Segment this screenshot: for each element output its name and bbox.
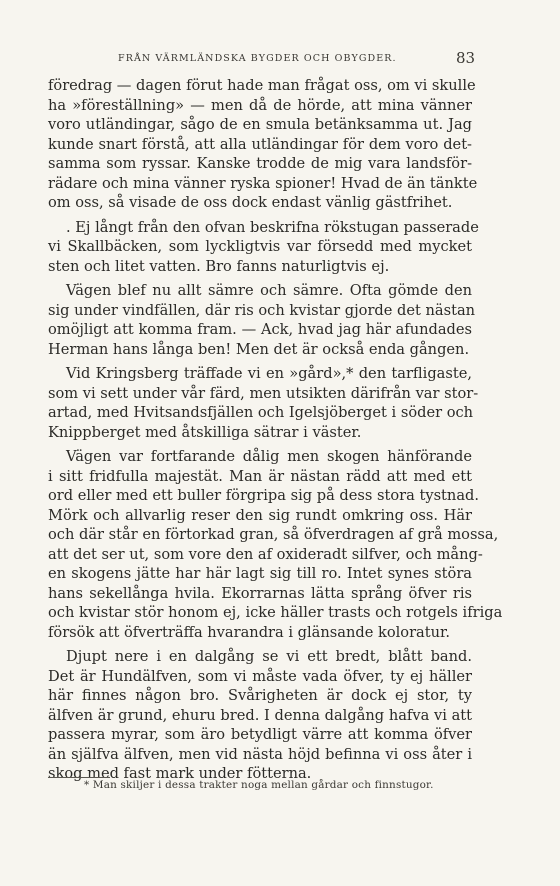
- text-line: hans sekellånga hvila. Ekorrarnas lätta språng öfver ris: [48, 584, 472, 602]
- page-number: 83: [456, 49, 476, 67]
- text-line: sten och litet vatten. Bro fanns naturligtvis ej.: [48, 257, 390, 275]
- text-line: sig under vindfällen, där ris och kvistar gjorde det nästan: [48, 301, 476, 319]
- text-line: om oss, så visade de oss dock endast vänlig gästfrihet.: [48, 194, 453, 211]
- text-line: omöjligt att komma fram. — Ack, hvad jag här afundades: [48, 321, 472, 338]
- text-line: rädare och mina vänner ryska spioner! Hvad de än tänkte: [48, 174, 478, 192]
- text-line: vi Skallbäcken, som lyckligtvis var försedd med mycket: [48, 238, 472, 255]
- paragraph: [48, 647, 472, 784]
- body-text: [48, 76, 503, 784]
- text-line: Vägen var fortfarande dålig men skogen hänförande: [66, 448, 472, 465]
- text-line: Knippberget med åtskilliga sätrar i väster.: [48, 423, 362, 441]
- footnote: * Man skiljer i dessa trakter noga mellan gårdar och finnstugor.: [84, 779, 434, 791]
- text-line: i sitt fridfulla majestät. Man är nästan rädd att med ett: [48, 467, 472, 485]
- text-line: Vägen blef nu allt sämre och sämre. Ofta gömde den: [66, 282, 472, 299]
- text-line: Det är Hundälfven, som vi måste vada öfver, ty ej häller: [48, 667, 472, 685]
- running-title: FRÅN VÄRMLÄNDSKA BYGDER OCH OBYGDER.: [118, 53, 397, 64]
- text-line: voro utländingar, sågo de en smula betänksamma ut. Jag: [48, 116, 472, 133]
- text-line: passera myrar, som äro betydligt värre att komma öfver: [48, 726, 472, 743]
- text-line: Vid Kringsberg träffade vi en »gård»,* den tarfligaste,: [66, 365, 472, 382]
- text-line: artad, med Hvitsandsfjällen och Igelsjöberget i söder och: [48, 404, 474, 421]
- text-line: Djupt nere i en dalgång se vi ett bredt, blått band.: [66, 648, 472, 665]
- text-line: och där står en förtorkad gran, så öfverdragen af grå mossa,: [48, 526, 499, 543]
- text-line: än själfva älfven, men vid nästa höjd befinna vi oss åter i: [48, 745, 472, 763]
- text-line: här finnes någon bro. Svårigheten är dock ej stor, ty: [48, 687, 472, 704]
- footnote-rule: [48, 777, 110, 778]
- text-line: kunde snart förstå, att alla utländingar för dem voro det-: [48, 135, 472, 153]
- text-line: samma som ryssar. Kanske trodde de mig vara landsför-: [48, 155, 472, 172]
- text-line: en skogens jätte har här lagt sig till ro. Intet synes störa: [48, 565, 472, 582]
- text-line: föredrag — dagen förut hade man frågat oss, om vi skulle: [48, 77, 476, 94]
- text-line: ha »föreställning» — men då de hörde, att mina vänner: [48, 96, 472, 114]
- paragraph: [48, 281, 476, 359]
- text-line: försök att öfverträffa hvarandra i glänsande koloratur.: [48, 623, 451, 641]
- text-line: att det ser ut, som vore den af oxideradt silfver, och mång-: [48, 545, 483, 563]
- text-line: Herman hans långa ben! Men det är också enda gången.: [48, 340, 470, 358]
- text-line: som vi sett under vår färd, men utsikten därifrån var stor-: [48, 384, 479, 402]
- text-line: och kvistar stör honom ej, icke häller trasts och rotgels ifriga: [48, 604, 503, 621]
- text-line: Mörk och allvarlig reser den sig rundt omkring oss. Här: [48, 506, 472, 524]
- paragraph: [48, 76, 478, 213]
- text-line: . Ej långt från den ofvan beskrifna rökstugan passerade: [66, 218, 479, 236]
- text-line: älfven är grund, ehuru bred. I denna dalgång hafva vi att: [48, 706, 472, 724]
- text-line: ord eller med ett buller förgripa sig på dess stora tystnad.: [48, 487, 480, 504]
- paragraph: [48, 447, 503, 642]
- paragraph: [48, 364, 479, 442]
- paragraph: [48, 218, 479, 277]
- text-line: skog med fast mark under fötterna.: [48, 765, 312, 782]
